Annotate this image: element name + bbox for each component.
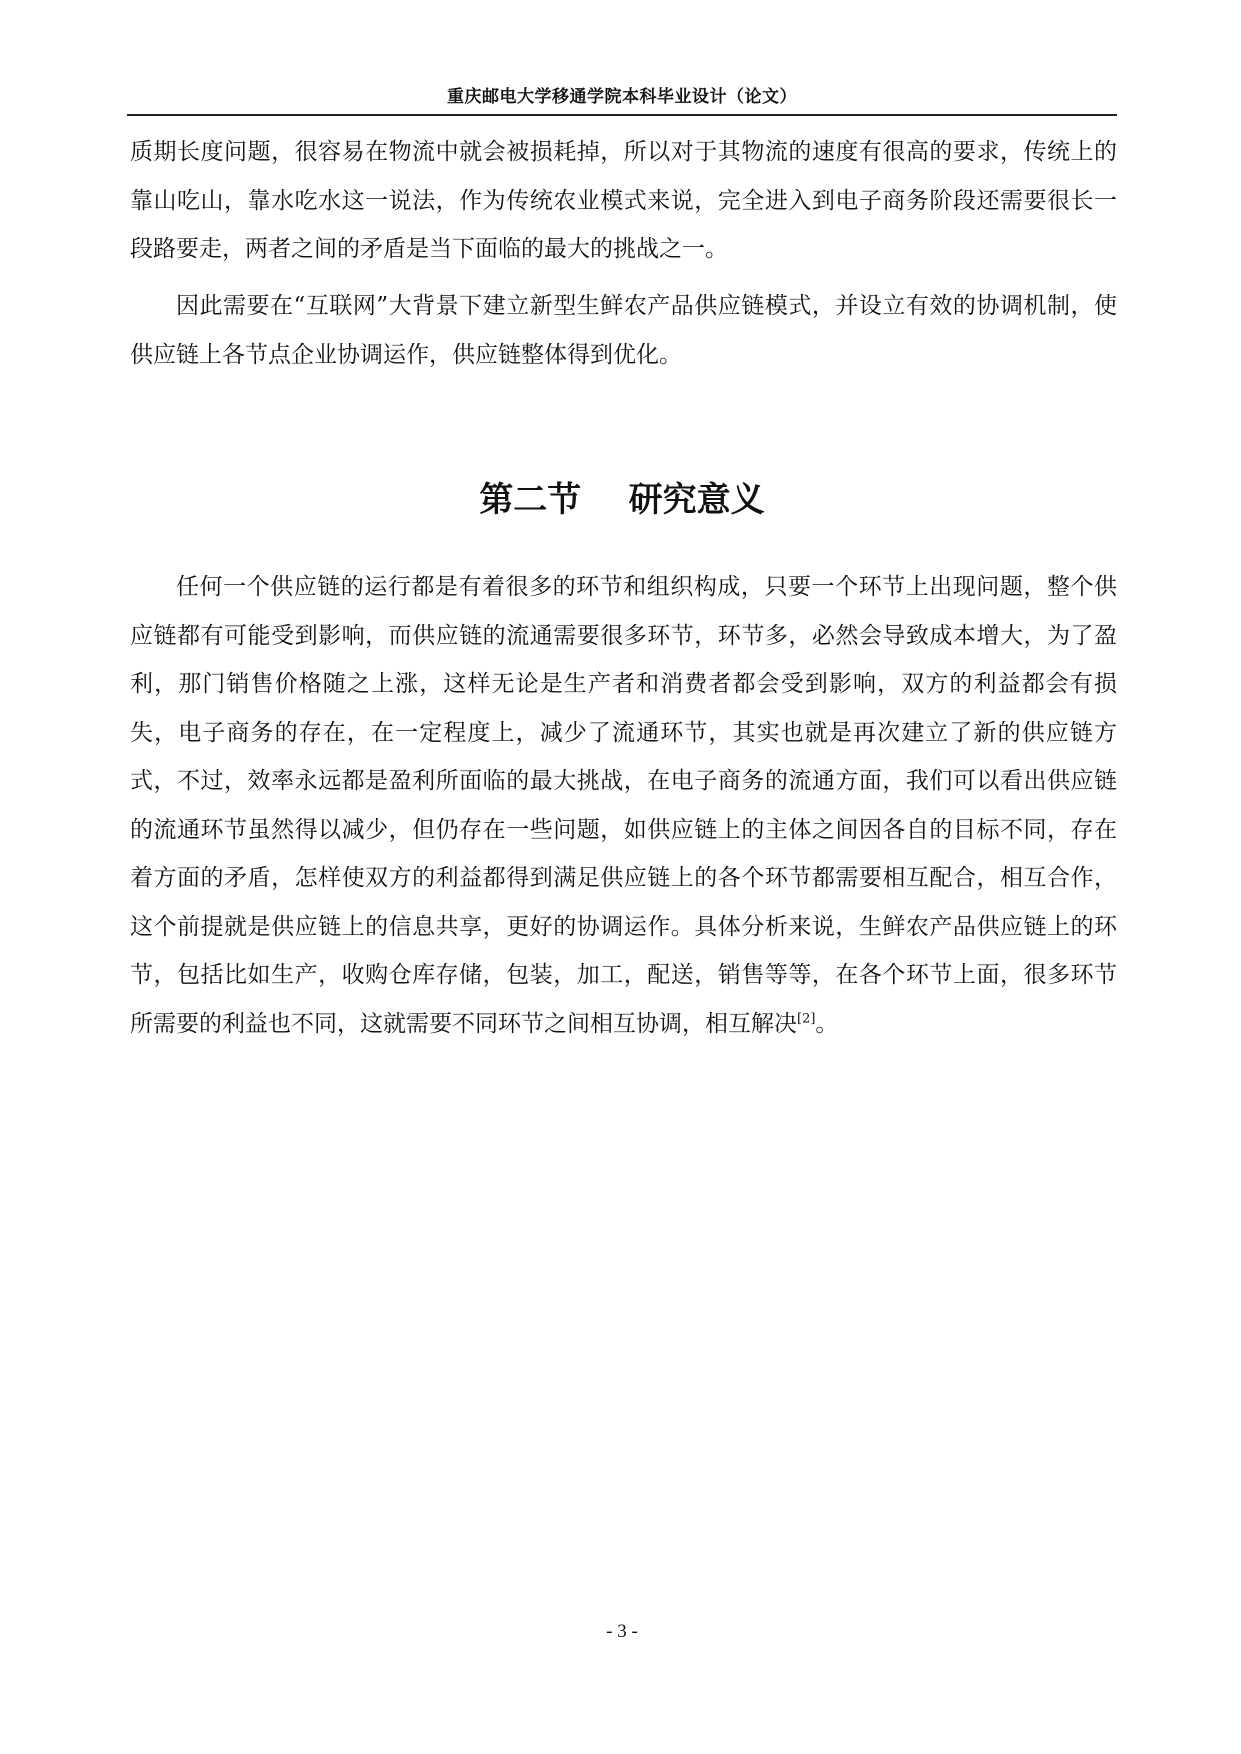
body-paragraph-3-text: 任何一个供应链的运行都是有着很多的环节和组织构成，只要一个环节上出现问题，整个供应链都有可能受到影响，而供应链的流通需要很多环节，环节多，必然会导致成本增大，为了盈利，那门销售价格随之上涨，这样无论是生产者和消费者都会受到影响，双方的利益都会有损失，电子商务的存在，在一定程度上，减少了流通环节，其实也就是再次建立了新的供应链方式，不过，效率永远都是盈利所面临的最大挑战，在电子商务的流通方面，我们可以看出供应链的流通环节虽然得以减少，但仍存在一些问题，如供应链上的主体之间因各自的目标不同，存在着方面的矛盾，怎样使双方的利益都得到满足供应链上的各个环节都需要相互配合，相互合作，这个前提就是供应链上的信息共享，更好的协调运作。具体分析来说，生鲜农产品供应链上的环节，包括比如生产，收购仓库存储，包装，加工，配送，销售等等，在各个环节上面，很多环节所需要的利益也不同，这就需要不同环节之间相互协调，相互解决 [130, 574, 1117, 1037]
running-header: 重庆邮电大学移通学院本科毕业设计（论文） [447, 87, 797, 107]
body-paragraph-3-end: 。 [815, 1010, 839, 1037]
section-heading: 第二节 研究意义 [479, 480, 765, 520]
body-paragraph-2: 因此需要在“互联网”大背景下建立新型生鲜农产品供应链模式，并设立有效的协调机制，使供应链上各节点企业协调运作，供应链整体得到优化。 [130, 293, 1117, 368]
page-number: - 3 - [606, 1621, 638, 1642]
body-paragraph-1: 质期长度问题，很容易在物流中就会被损耗掉，所以对于其物流的速度有很高的要求，传统上的靠山吃山，靠水吃水这一说法，作为传统农业模式来说，完全进入到电子商务阶段还需要很长一段路要走，两者之间的矛盾是当下面临的最大的挑战之一。 [130, 139, 1117, 262]
header-rule [127, 114, 1117, 116]
citation-marker: [2] [797, 1010, 816, 1026]
body-paragraph-3 [130, 563, 1117, 1048]
